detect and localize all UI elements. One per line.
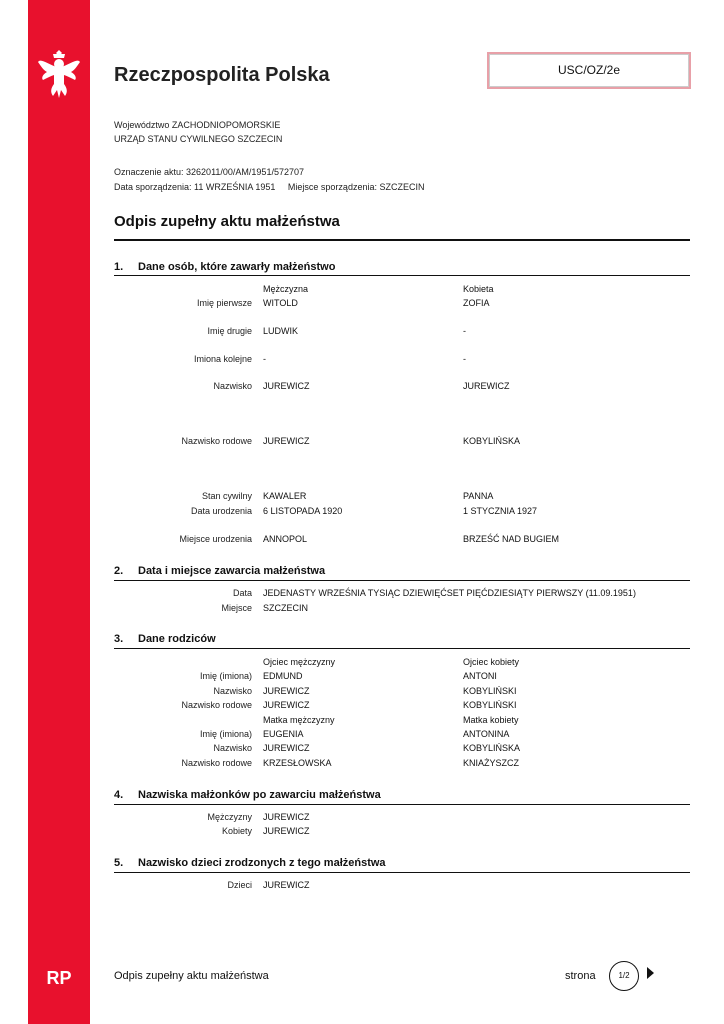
row-label: Imię drugie <box>207 326 252 336</box>
woman-value: - <box>463 326 466 336</box>
title-divider <box>114 239 690 241</box>
marriage-date-value: JEDENASTY WRZEŚNIA TYSIĄC DZIEWIĘĆSET PIĘĆDZIESIĄTY PIERWSZY (11.09.1951) <box>263 588 636 598</box>
next-page-arrow-icon[interactable] <box>647 967 654 979</box>
row-label: Imię (imiona) <box>199 671 252 681</box>
man-value: JUREWICZ <box>263 686 310 696</box>
woman-value: BRZEŚĆ NAD BUGIEM <box>463 534 560 544</box>
man-value: - <box>263 354 266 364</box>
section-divider <box>114 275 690 276</box>
section-2-heading: 2. Data i miejsce zawarcia małżeństwa <box>114 565 326 577</box>
row-label: Nazwisko rodowe <box>181 758 252 768</box>
section-divider <box>114 872 690 873</box>
col-header-father-woman: Ojciec kobiety <box>463 657 520 667</box>
man-value: JUREWICZ <box>263 436 310 446</box>
row-label: Kobiety <box>221 826 252 836</box>
woman-value: 1 STYCZNIA 1927 <box>463 506 538 516</box>
woman-value: ANTONINA <box>463 729 510 739</box>
office-text: URZĄD STANU CYWILNEGO SZCZECIN <box>114 134 283 144</box>
row-label: Nazwisko <box>213 743 252 753</box>
man-value: KAWALER <box>263 491 307 501</box>
man-value: JUREWICZ <box>263 700 310 710</box>
row-label: Dzieci <box>227 880 252 890</box>
row-label: Nazwisko rodowe <box>181 700 252 710</box>
section-5-heading: 5. Nazwisko dzieci zrodzonych z tego małżeństwa <box>114 857 386 869</box>
row-label: Imiona kolejne <box>193 354 252 364</box>
woman-value: KOBYLIŃSKA <box>463 436 521 446</box>
date-place-text: Data sporządzenia: 11 WRZEŚNIA 1951 Miejsce sporządzenia: SZCZECIN <box>114 182 425 192</box>
section-3-heading: 3. Dane rodziców <box>114 633 216 645</box>
man-value: EUGENIA <box>263 729 304 739</box>
date-label: Data <box>232 588 252 598</box>
man-value: KRZESŁOWSKA <box>263 758 332 768</box>
man-value: EDMUND <box>263 671 303 681</box>
col-header-mother-woman: Matka kobiety <box>463 715 519 725</box>
woman-value: KOBYLIŃSKI <box>463 700 517 710</box>
row-label: Nazwisko rodowe <box>181 436 252 446</box>
row-label: Nazwisko <box>213 686 252 696</box>
row-label: Imię pierwsze <box>196 298 252 308</box>
section-4-heading: 4. Nazwiska małżonków po zawarciu małżeństwa <box>114 789 381 801</box>
document-title: Odpis zupełny aktu małżeństwa <box>114 213 340 230</box>
woman-value: KOBYLIŃSKA <box>463 743 521 753</box>
woman-value: KNIAŻYSZCZ <box>463 758 520 768</box>
polish-eagle-emblem-icon <box>37 48 81 100</box>
rp-badge: RP <box>46 968 72 988</box>
page-label: strona <box>565 970 596 982</box>
footer-title: Odpis zupełny aktu małżeństwa <box>114 970 269 982</box>
woman-surname-value: JUREWICZ <box>263 826 310 836</box>
children-surname-value: JUREWICZ <box>263 880 310 890</box>
col-header-woman: Kobieta <box>463 284 494 294</box>
section-divider <box>114 648 690 649</box>
man-value: 6 LISTOPADA 1920 <box>263 506 343 516</box>
page-indicator: 1/2 <box>609 961 639 991</box>
row-label: Imię (imiona) <box>199 729 252 739</box>
section-divider <box>114 580 690 581</box>
marriage-place-value: SZCZECIN <box>263 603 308 613</box>
woman-value: ANTONI <box>463 671 497 681</box>
voivodeship-text: Województwo ZACHODNIOPOMORSKIE <box>114 120 281 130</box>
row-label: Nazwisko <box>213 381 252 391</box>
col-header-man: Mężczyzna <box>263 284 309 294</box>
form-code-box: USC/OZ/2e <box>487 52 691 89</box>
act-number-text: Oznaczenie aktu: 3262011/00/AM/1951/572707 <box>114 167 304 177</box>
man-value: ANNOPOL <box>263 534 308 544</box>
woman-value: KOBYLIŃSKI <box>463 686 517 696</box>
row-label: Miejsce urodzenia <box>179 534 252 544</box>
woman-value: - <box>463 354 466 364</box>
red-side-band <box>28 0 90 1024</box>
row-label: Stan cywilny <box>201 491 252 501</box>
page-title: Rzeczpospolita Polska <box>114 64 330 86</box>
section-divider <box>114 804 690 805</box>
section-1-heading: 1. Dane osób, które zawarły małżeństwo <box>114 261 336 273</box>
woman-value: PANNA <box>463 491 494 501</box>
col-header-mother-man: Matka mężczyzny <box>263 715 335 725</box>
man-value: JUREWICZ <box>263 743 310 753</box>
row-label: Mężczyzny <box>207 812 252 822</box>
col-header-father-man: Ojciec mężczyzny <box>263 657 336 667</box>
man-value: LUDWIK <box>263 326 299 336</box>
man-value: JUREWICZ <box>263 381 310 391</box>
woman-value: JUREWICZ <box>463 381 510 391</box>
place-label: Miejsce <box>221 603 252 613</box>
row-label: Data urodzenia <box>190 506 252 516</box>
man-surname-value: JUREWICZ <box>263 812 310 822</box>
man-value: WITOLD <box>263 298 298 308</box>
woman-value: ZOFIA <box>463 298 490 308</box>
